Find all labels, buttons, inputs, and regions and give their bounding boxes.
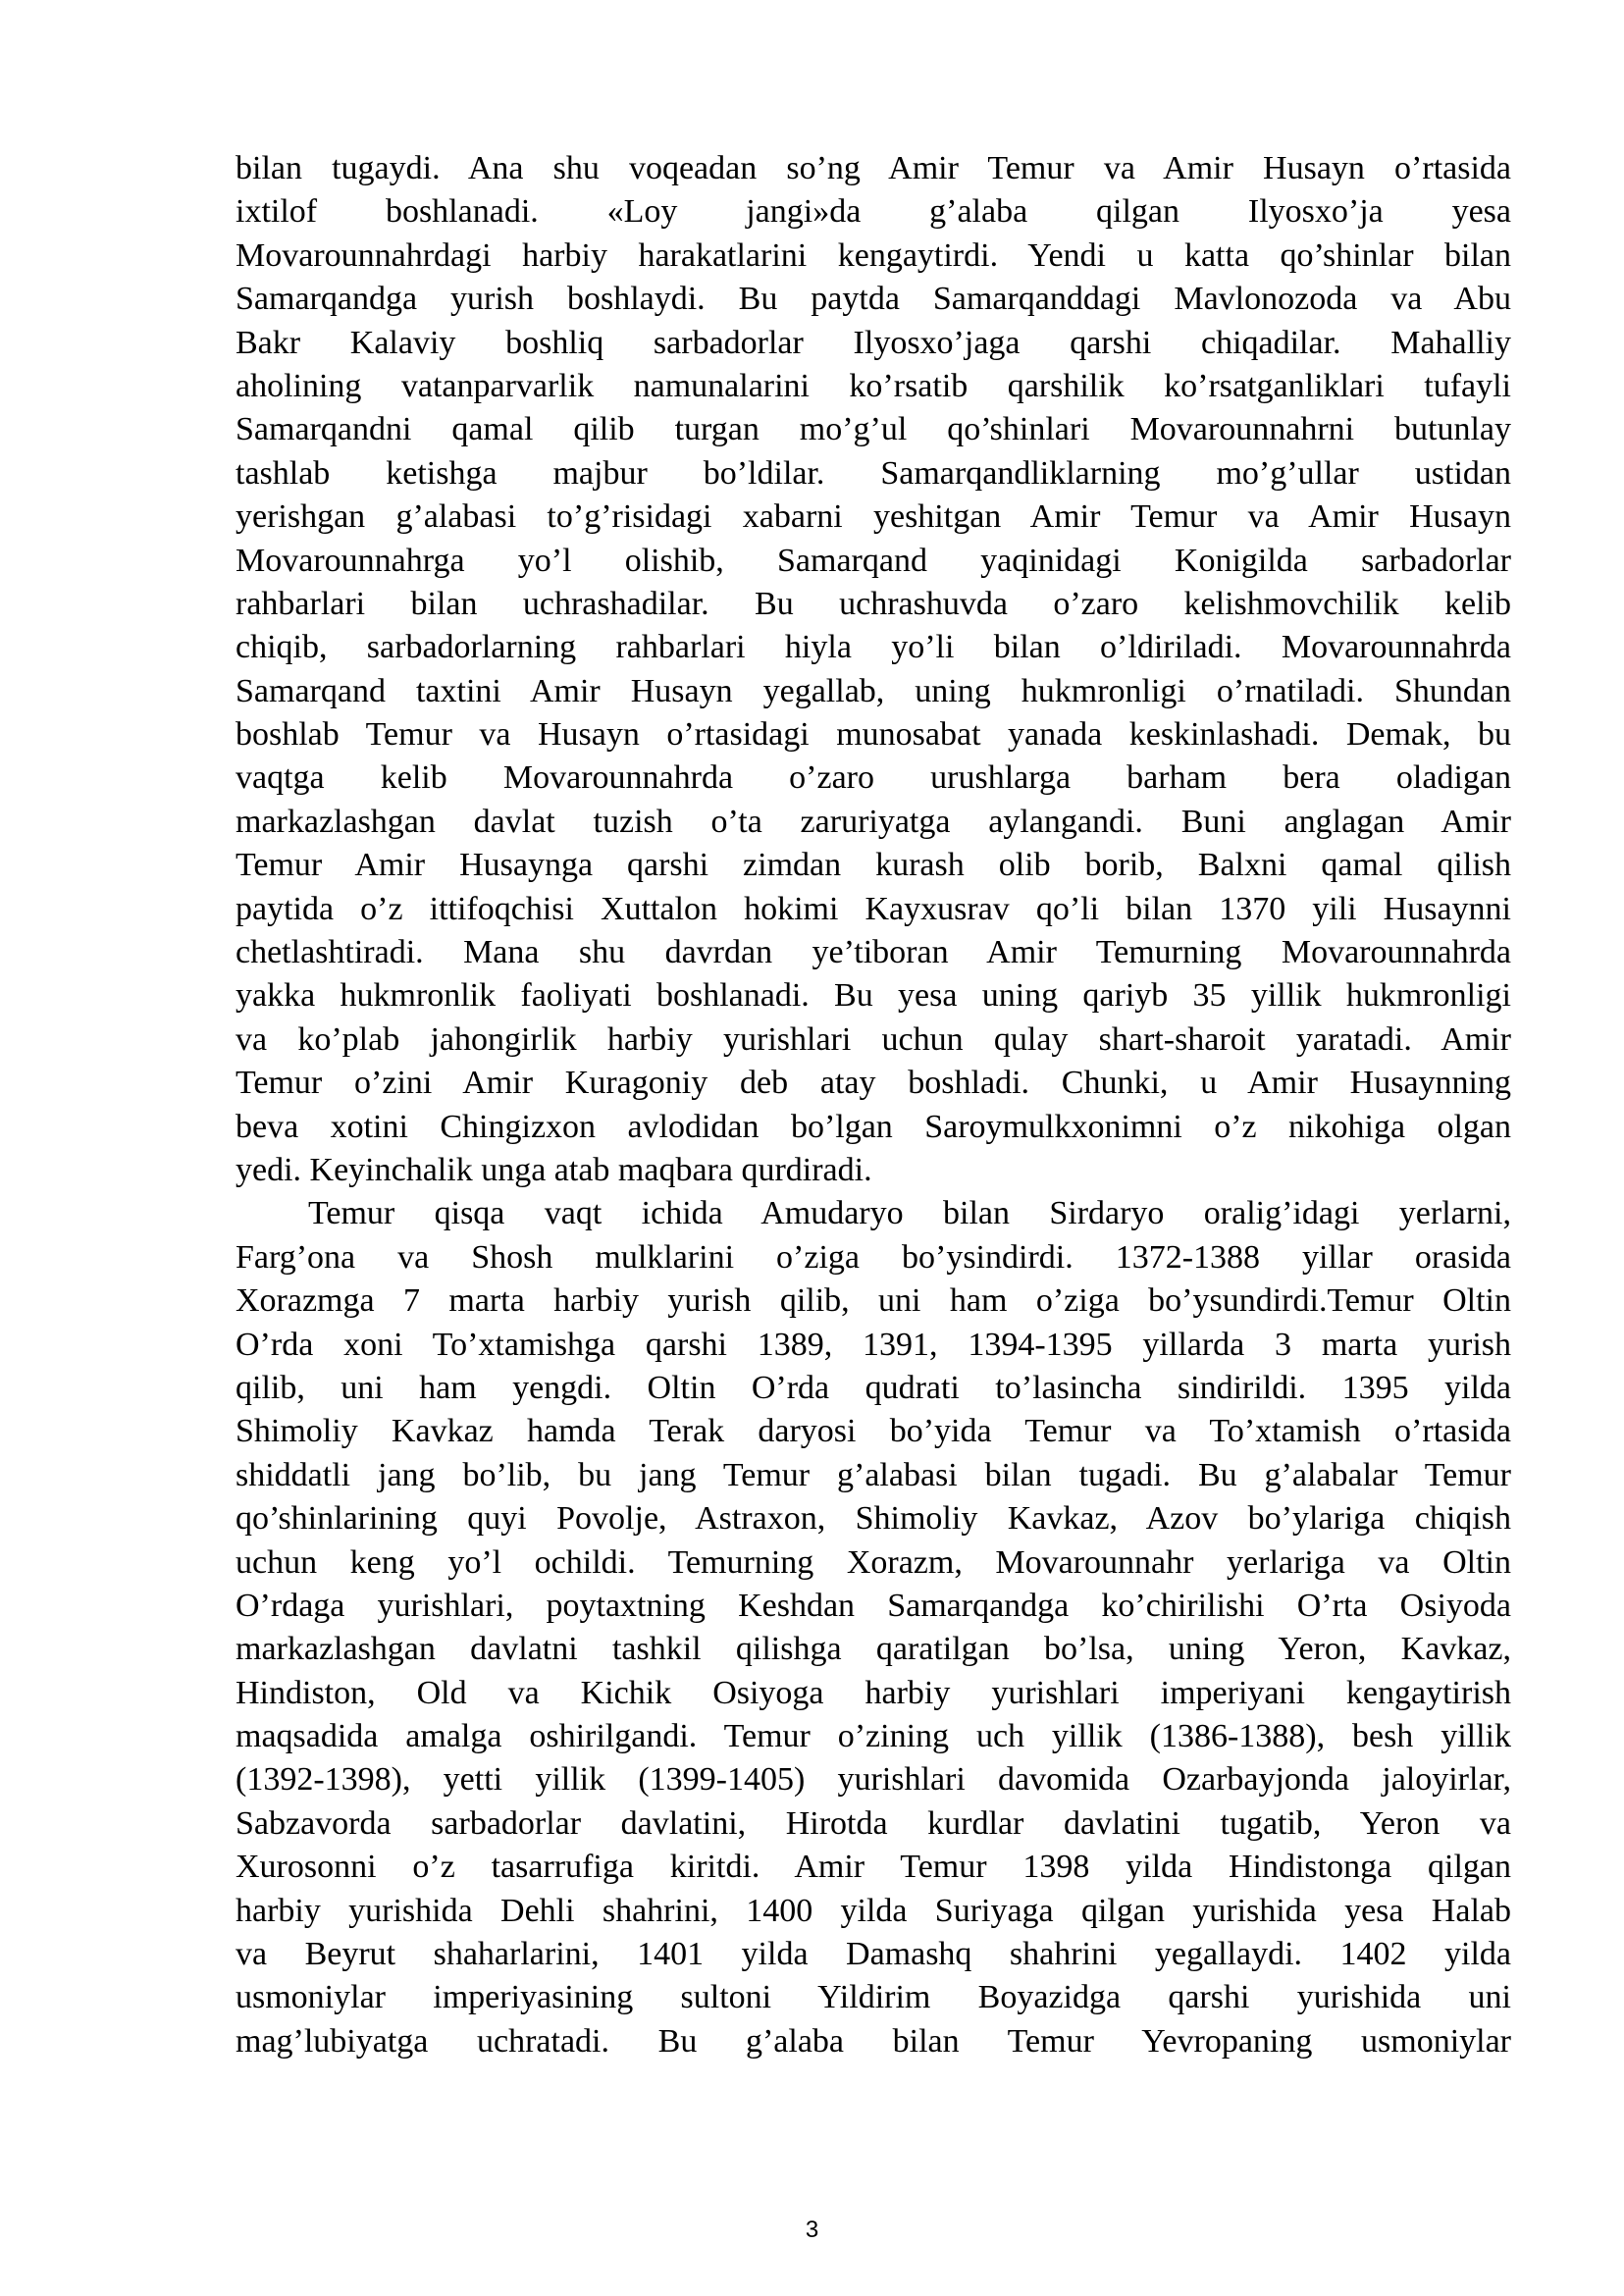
text-line: usmoniylar imperiyasining sultoni Yildirim Boyazidga qarshi yurishida uni — [236, 1979, 1511, 2016]
text-line: Temur o’zini Amir Kuragoniy deb atay boshladi. Chunki, u Amir Husaynning — [236, 1065, 1511, 1102]
text-line: Bakr Kalaviy boshliq sarbadorlar Ilyosxo’jaga qarshi chiqadilar. Mahalliy — [236, 324, 1511, 361]
text-line: rahbarlari bilan uchrashadilar. Bu uchrashuvda o’zaro kelishmovchilik kelib — [236, 585, 1511, 622]
text-line: maqsadida amalga oshirilgandi. Temur o’zining uch yillik (1386-1388), besh yillik — [236, 1718, 1511, 1755]
text-line: O’rdaga yurishlari, poytaxtning Keshdan Samarqandga ko’chirilishi O’rta Osiyoda — [236, 1587, 1511, 1624]
text-line: tashlab ketishga majbur bo’ldilar. Samarqandliklarning mo’g’ullar ustidan — [236, 454, 1511, 492]
paragraph-start-line: Temur qisqa vaqt ichida Amudaryo bilan Sirdaryo oralig’idagi yerlarni, — [308, 1195, 1511, 1232]
text-line: Temur Amir Husaynga qarshi zimdan kurash olib borib, Balxni qamal qilish — [236, 847, 1511, 884]
text-line: Shimoliy Kavkaz hamda Terak daryosi bo’yida Temur va To’xtamish o’rtasida — [236, 1413, 1511, 1450]
text-line: chiqib, sarbadorlarning rahbarlari hiyla yo’li bilan o’ldiriladi. Movarounnahrda — [236, 629, 1511, 666]
text-line: paytida o’z ittifoqchisi Xuttalon hokimi Kayxusrav qo’li bilan 1370 yili Husaynni — [236, 890, 1511, 927]
text-line: (1392-1398), yetti yillik (1399-1405) yurishlari davomida Ozarbayjonda jaloyirlar, — [236, 1761, 1511, 1799]
text-line: mag’lubiyatga uchratadi. Bu g’alaba bilan Temur Yevropaning usmoniylar — [236, 2022, 1511, 2060]
text-line: markazlashgan davlat tuzish o’ta zaruriyatga aylangandi. Buni anglagan Amir — [236, 803, 1511, 840]
text-line: ixtilof boshlanadi. «Loy jangi»da g’alaba qilgan Ilyosxo’ja yesa — [236, 193, 1511, 231]
text-line: uchun keng yo’l ochildi. Temurning Xorazm, Movarounnahr yerlariga va Oltin — [236, 1543, 1511, 1581]
text-line: Movarounnahrdagi harbiy harakatlarini kengaytirdi. Yendi u katta qo’shinlar bilan — [236, 236, 1511, 274]
text-line: va ko’plab jahongirlik harbiy yurishlari uchun qulay shart-sharoit yaratadi. Amir — [236, 1020, 1511, 1058]
text-line: yakka hukmronlik faoliyati boshlanadi. Bu yesa uning qariyb 35 yillik hukmronligi — [236, 977, 1511, 1015]
text-line: Farg’ona va Shosh mulklarini o’ziga bo’ysindirdi. 1372-1388 yillar orasida — [236, 1238, 1511, 1276]
text-line: O’rda xoni To’xtamishga qarshi 1389, 1391, 1394-1395 yillarda 3 marta yurish — [236, 1326, 1511, 1363]
paragraph-end-line: yedi. Keyinchalik unga atab maqbara qurdiradi. — [236, 1151, 872, 1188]
text-line: vaqtga kelib Movarounnahrda o’zaro urushlarga barham bera oladigan — [236, 759, 1511, 797]
text-line: Xorazmga 7 marta harbiy yurish qilib, uni ham o’ziga bo’ysundirdi.Temur Oltin — [236, 1282, 1511, 1320]
text-line: shiddatli jang bo’lib, bu jang Temur g’alabasi bilan tugadi. Bu g’alabalar Temur — [236, 1456, 1511, 1493]
text-line: bilan tugaydi. Ana shu voqeadan so’ng Amir Temur va Amir Husayn o’rtasida — [236, 150, 1511, 186]
text-line: harbiy yurishida Dehli shahrini, 1400 yilda Suriyaga qilgan yurishida yesa Halab — [236, 1892, 1511, 1929]
text-line: Movarounnahrga yo’l olishib, Samarqand yaqinidagi Konigilda sarbadorlar — [236, 542, 1511, 579]
text-line: qilib, uni ham yengdi. Oltin O’rda qudrati to’lasincha sindirildi. 1395 yilda — [236, 1369, 1511, 1406]
text-line: Hindiston, Old va Kichik Osiyoga harbiy yurishlari imperiyani kengaytirish — [236, 1674, 1511, 1711]
text-line: markazlashgan davlatni tashkil qilishga qaratilgan bo’lsa, uning Yeron, Kavkaz, — [236, 1631, 1511, 1668]
text-line: Samarqandni qamal qilib turgan mo’g’ul qo’shinlari Movarounnahrni butunlay — [236, 411, 1511, 448]
text-line: chetlashtiradi. Mana shu davrdan ye’tiboran Amir Temurning Movarounnahrda — [236, 934, 1511, 971]
text-line: Sabzavorda sarbadorlar davlatini, Hirotda kurdlar davlatini tugatib, Yeron va — [236, 1804, 1511, 1842]
body-text — [236, 147, 1511, 2063]
text-line: Xurosonni o’z tasarrufiga kiritdi. Amir Temur 1398 yilda Hindistonga qilgan — [236, 1849, 1511, 1886]
text-line: qo’shinlarining quyi Povolje, Astraxon, Shimoliy Kavkaz, Azov bo’ylariga chiqish — [236, 1500, 1511, 1538]
page-number: 3 — [805, 2217, 819, 2243]
text-line: va Beyrut shaharlarini, 1401 yilda Damashq shahrini yegallaydi. 1402 yilda — [236, 1936, 1511, 1973]
text-line: beva xotini Chingizxon avlodidan bo’lgan Saroymulkxonimni o’z nikohiga olgan — [236, 1108, 1511, 1145]
text-line: yerishgan g’alabasi to’g’risidagi xabarni yeshitgan Amir Temur va Amir Husayn — [236, 498, 1511, 536]
text-line: Samarqandga yurish boshlaydi. Bu paytda Samarqanddagi Mavlonozoda va Abu — [236, 281, 1511, 318]
text-line: boshlab Temur va Husayn o’rtasidagi munosabat yanada keskinlashadi. Demak, bu — [236, 716, 1511, 754]
text-line: aholining vatanparvarlik namunalarini ko’rsatib qarshilik ko’rsatganliklari tufayli — [236, 367, 1511, 404]
text-line: Samarqand taxtini Amir Husayn yegallab, uning hukmronligi o’rnatiladi. Shundan — [236, 672, 1511, 709]
